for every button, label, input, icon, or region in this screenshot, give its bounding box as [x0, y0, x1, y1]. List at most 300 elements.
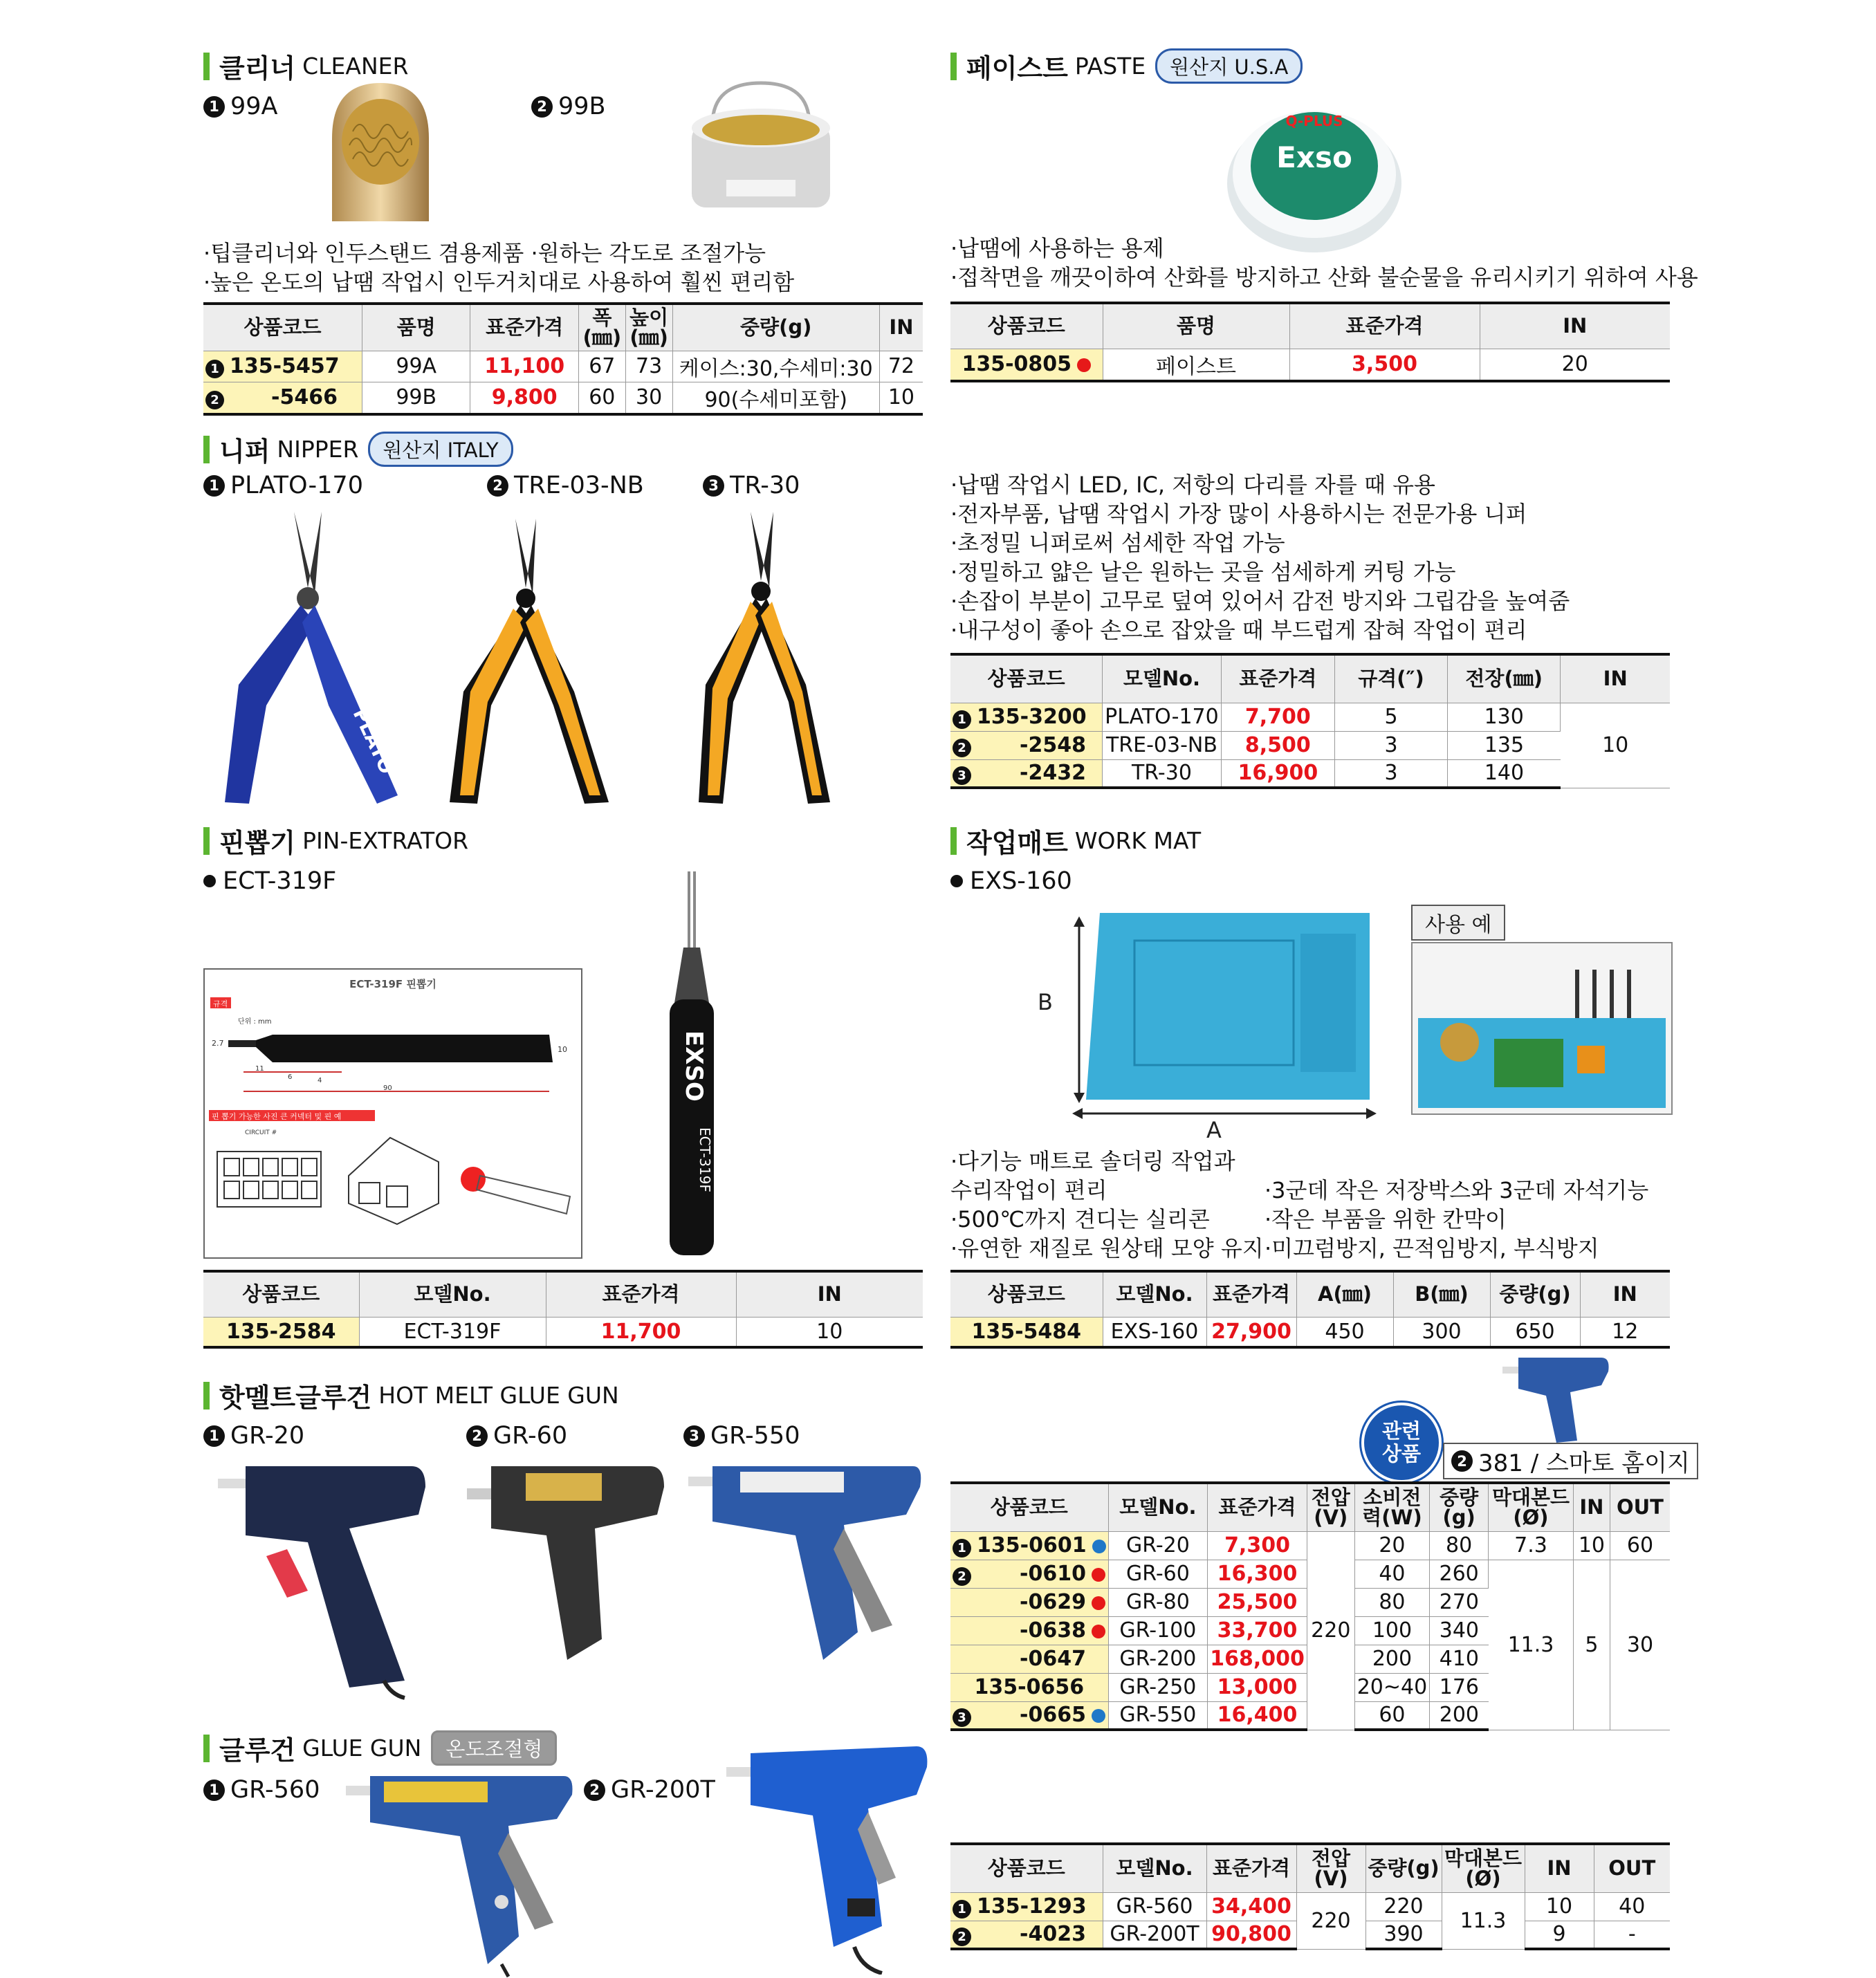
- pin-handle-brand: EXSO: [680, 1030, 708, 1102]
- table-row: [950, 1317, 1670, 1347]
- mat-bullet-6: ·작은 부품을 위한 칸막이: [1265, 1206, 1507, 1232]
- red-dot-icon: [1077, 358, 1091, 372]
- mat-table: [950, 1270, 1670, 1349]
- product-model: TRE-03-NB: [1103, 731, 1222, 759]
- glue-table: [950, 1842, 1670, 1950]
- origin-badge: 원산지 U.S.A: [1155, 48, 1303, 84]
- drawing-dim-4: 6: [288, 1073, 293, 1081]
- nipper-item-3-name: TR-30: [730, 472, 800, 499]
- temperature-control-tag: 온도조절형: [431, 1730, 557, 1766]
- bullet-dot-icon: [950, 875, 963, 887]
- product-price: 16,400: [1208, 1701, 1307, 1730]
- section-accent-bar: [203, 53, 210, 80]
- product-weight: 390: [1365, 1921, 1442, 1949]
- product-length: 140: [1448, 759, 1561, 788]
- product-weight: 340: [1430, 1616, 1489, 1645]
- product-code-cell: [950, 1701, 1108, 1730]
- glue-title-ko: 글루건: [219, 1735, 296, 1766]
- product-weight: 200: [1430, 1701, 1489, 1730]
- drawing-title: ECT-319F 핀뽑기: [349, 978, 436, 990]
- mat-dim-b: B: [1038, 989, 1053, 1015]
- product-price: 11,700: [546, 1317, 736, 1347]
- pin-extractor-image: [657, 865, 726, 1259]
- th-spec: 규격(″): [1335, 654, 1448, 703]
- glue-gun-gr200t-image: [723, 1739, 930, 1975]
- cleaner-99a-image: [325, 76, 436, 228]
- mat-bullet-3: ·500℃까지 견디는 실리콘: [950, 1206, 1210, 1232]
- product-model: GR-250: [1108, 1673, 1208, 1701]
- number-1-icon: 1: [203, 475, 225, 497]
- product-bond: 7.3: [1489, 1531, 1574, 1560]
- glue-title-en: GLUE GUN: [302, 1735, 422, 1762]
- product-model: GR-200T: [1103, 1921, 1206, 1949]
- mat-item-label: [950, 867, 1072, 895]
- paste-table: [950, 302, 1670, 382]
- pin-drawing: [203, 968, 582, 1259]
- th-in: IN: [1580, 1271, 1670, 1317]
- nipper-table: [950, 653, 1670, 789]
- mat-section-title: [950, 822, 1201, 860]
- product-model: GR-60: [1108, 1560, 1208, 1588]
- product-code-cell: [950, 1588, 1108, 1616]
- number-1-icon: 1: [953, 1539, 971, 1558]
- product-voltage: 220: [1296, 1892, 1365, 1949]
- product-model: GR-560: [1103, 1892, 1206, 1921]
- product-model: PLATO-170: [1103, 703, 1222, 731]
- nipper-bullet-1: ·납땜 작업시 LED, IC, 저항의 다리를 자를 때 유용: [950, 472, 1435, 498]
- number-2-icon: 2: [531, 96, 553, 118]
- hotmelt-table: [950, 1481, 1670, 1731]
- cleaner-table: [203, 302, 923, 416]
- product-code-cell: [950, 759, 1103, 788]
- product-price: 25,500: [1208, 1588, 1307, 1616]
- red-dot-icon: [1092, 1568, 1105, 1582]
- glue-item-2-name: GR-200T: [611, 1776, 715, 1804]
- product-price: 7,300: [1208, 1531, 1307, 1560]
- cleaner-bullets: [203, 239, 794, 297]
- pin-item-label: [203, 867, 336, 895]
- th-b: B(㎜): [1393, 1271, 1490, 1317]
- glue-item-1-label: [203, 1776, 320, 1804]
- th-model: 모델No.: [1103, 1844, 1206, 1892]
- product-code-cell: [203, 382, 362, 414]
- product-code-cell: [950, 731, 1103, 759]
- product-model: GR-100: [1108, 1616, 1208, 1645]
- hotmelt-item-2-name: GR-60: [493, 1422, 568, 1450]
- product-out: 30: [1610, 1560, 1670, 1730]
- product-code-cell: [950, 1645, 1108, 1673]
- pin-handle-model: ECT-319F: [697, 1127, 713, 1192]
- product-a: 450: [1296, 1317, 1393, 1347]
- number-2-icon: 2: [953, 1928, 971, 1946]
- product-price: 16,300: [1208, 1560, 1307, 1588]
- product-code: 135-1293: [977, 1894, 1087, 1919]
- product-in: 12: [1580, 1317, 1670, 1347]
- product-code-cell: [950, 1673, 1108, 1701]
- product-out: 60: [1610, 1531, 1670, 1560]
- drawing-dim-1: 2.7: [212, 1039, 224, 1048]
- product-code-cell: [950, 1560, 1108, 1588]
- product-width: 60: [578, 382, 625, 414]
- th-code: 상품코드: [950, 654, 1103, 703]
- product-code: 135-2584: [203, 1317, 359, 1347]
- number-1-icon: 1: [205, 360, 224, 378]
- th-in: IN: [1480, 303, 1670, 349]
- th-code: 상품코드: [203, 304, 362, 351]
- product-power: 40: [1354, 1560, 1429, 1588]
- cleaner-bullet-2: ·높은 온도의 납땜 작업시 인두거치대로 사용하여 훨씬 편리함: [203, 269, 795, 295]
- th-code: 상품코드: [950, 1844, 1103, 1892]
- glue-gun-gr560-image: [342, 1771, 578, 1978]
- th-weight: 중량(g): [1365, 1844, 1442, 1892]
- product-in: 10: [1573, 1531, 1610, 1560]
- table-row: [950, 349, 1670, 381]
- product-price: 27,900: [1206, 1317, 1296, 1347]
- nipper-bullet-5: ·손잡이 부분이 고무로 덮여 있어서 감전 방지와 그립감을 높여줌: [950, 588, 1570, 614]
- pin-title-ko: 핀뽑기: [219, 828, 296, 858]
- product-spec: 3: [1335, 731, 1448, 759]
- red-dot-icon: [1092, 1596, 1105, 1610]
- section-accent-bar: [203, 827, 210, 855]
- product-in: 10: [879, 382, 923, 414]
- th-code: 상품코드: [203, 1271, 359, 1317]
- product-price: 11,100: [470, 351, 578, 382]
- mat-bullet-2: 수리작업이 편리: [950, 1177, 1107, 1203]
- nipper-bullet-4: ·정밀하고 얇은 날은 원하는 곳을 섬세하게 커팅 가능: [950, 559, 1456, 585]
- nipper-title-ko: 니퍼: [219, 436, 270, 467]
- product-power: 100: [1354, 1616, 1429, 1645]
- cleaner-item-1-label: [203, 93, 277, 120]
- th-height: 높이(㎜): [625, 304, 672, 351]
- product-model: GR-20: [1108, 1531, 1208, 1560]
- paste-title-ko: 페이스트: [966, 53, 1068, 84]
- hotmelt-item-3-label: [683, 1422, 800, 1450]
- paste-title-en: PASTE: [1074, 53, 1146, 80]
- paste-bullet-2: ·접착면을 깨끗이하여 산화를 방지하고 산화 불순물을 유리시키기 위하여 사용: [950, 264, 1698, 290]
- section-accent-bar: [203, 1735, 210, 1762]
- related-glue-gun-image: [1501, 1354, 1612, 1444]
- th-out: OUT: [1594, 1844, 1670, 1892]
- paste-brand-text: Q-PLUS: [1285, 113, 1343, 129]
- product-length: 135: [1448, 731, 1561, 759]
- nipper-bullet-2: ·전자부품, 납땜 작업시 가장 많이 사용하시는 전문가용 니퍼: [950, 501, 1527, 527]
- product-power: 80: [1354, 1588, 1429, 1616]
- number-2-icon: 2: [487, 475, 508, 497]
- product-code: 135-0656: [974, 1675, 1085, 1699]
- product-model: GR-80: [1108, 1588, 1208, 1616]
- product-width: 67: [578, 351, 625, 382]
- product-code: -0638: [1020, 1618, 1086, 1643]
- product-code: 135-3200: [977, 705, 1087, 729]
- th-model: 모델No.: [1103, 1271, 1206, 1317]
- nipper-item-2-label: [487, 472, 644, 499]
- drawing-dim-6: 90: [383, 1084, 392, 1092]
- product-bond: 11.3: [1442, 1892, 1525, 1949]
- mat-bullet-4: ·유연한 재질로 원상태 모양 유지: [950, 1235, 1264, 1261]
- product-bond: 11.3: [1489, 1560, 1574, 1730]
- product-code: -2548: [1020, 733, 1086, 757]
- th-price: 표준가격: [1221, 654, 1334, 703]
- product-code-cell: [950, 1531, 1108, 1560]
- table-row: [203, 351, 923, 382]
- table-row: [950, 1531, 1670, 1560]
- mat-bullets-right: [1265, 1176, 1648, 1263]
- table-row: [950, 1892, 1670, 1921]
- cleaner-bullet-1: ·팁클리너와 인두스탠드 겸용제품 ·원하는 각도로 조절가능: [203, 240, 766, 266]
- number-2-icon: 2: [953, 739, 971, 757]
- product-code-cell: [950, 1616, 1108, 1645]
- number-3-icon: 3: [953, 766, 971, 785]
- product-code: -4023: [1020, 1922, 1086, 1947]
- th-weight: 중량(g): [1430, 1483, 1489, 1531]
- th-name: 품명: [362, 304, 470, 351]
- product-price: 13,000: [1208, 1673, 1307, 1701]
- table-row: [203, 1317, 923, 1347]
- hotmelt-title-en: HOT MELT GLUE GUN: [378, 1382, 619, 1409]
- product-length: 130: [1448, 703, 1561, 731]
- hotmelt-item-2-label: [466, 1422, 567, 1450]
- number-1-icon: 1: [953, 1900, 971, 1919]
- th-price: 표준가격: [546, 1271, 736, 1317]
- product-in: 9: [1525, 1921, 1594, 1949]
- drawing-unit-label: 단위 : mm: [238, 1018, 272, 1026]
- th-price: 표준가격: [1206, 1844, 1296, 1892]
- usage-example-image: [1411, 942, 1673, 1115]
- th-in: IN: [736, 1271, 923, 1317]
- cleaner-title-ko: 클리너: [219, 53, 296, 84]
- product-name: 페이스트: [1103, 349, 1289, 381]
- related-product-link[interactable]: [1443, 1443, 1698, 1479]
- origin-badge: 원산지 ITALY: [368, 432, 513, 467]
- nipper-handle-text: PLATO: [348, 705, 399, 778]
- number-2-icon: 2: [584, 1780, 605, 1801]
- nipper-bullets: [950, 470, 1570, 645]
- product-model: GR-550: [1108, 1701, 1208, 1730]
- th-code: 상품코드: [950, 1271, 1103, 1317]
- blue-dot-icon: [1092, 1709, 1105, 1723]
- number-1-icon: 1: [953, 710, 971, 729]
- mat-title-en: WORK MAT: [1074, 827, 1202, 854]
- cleaner-99b-image: [685, 76, 837, 221]
- th-weight: 중량(g): [1490, 1271, 1580, 1317]
- nipper-bullet-3: ·초정밀 니퍼로써 섬세한 작업 가능: [950, 530, 1285, 556]
- th-power: 소비전력(W): [1354, 1483, 1429, 1531]
- paste-bullet-1: ·납땜에 사용하는 용제: [950, 235, 1164, 261]
- th-in: IN: [1573, 1483, 1610, 1531]
- related-products-badge: 관련 상품: [1361, 1403, 1442, 1483]
- product-in: 72: [879, 351, 923, 382]
- product-code: -0665: [1020, 1703, 1086, 1728]
- product-model: ECT-319F: [359, 1317, 546, 1347]
- pin-section-title: [203, 822, 468, 860]
- th-width: 폭(㎜): [578, 304, 625, 351]
- product-weight: 260: [1430, 1560, 1489, 1588]
- th-model: 모델No.: [1103, 654, 1222, 703]
- product-code-cell: [950, 1921, 1103, 1949]
- table-row: [203, 382, 923, 414]
- glue-gun-gr20-image: [211, 1459, 432, 1701]
- mat-title-ko: 작업매트: [966, 828, 1068, 858]
- bullet-dot-icon: [203, 875, 216, 887]
- mat-bullet-5: ·3군데 작은 저장박스와 3군데 자석기능: [1265, 1177, 1649, 1203]
- th-price: 표준가격: [1206, 1271, 1296, 1317]
- product-code: -0629: [1020, 1590, 1086, 1614]
- th-price: 표준가격: [470, 304, 578, 351]
- paste-bullets: [950, 234, 1698, 292]
- product-out: 40: [1594, 1892, 1670, 1921]
- product-power: 200: [1354, 1645, 1429, 1673]
- product-height: 73: [625, 351, 672, 382]
- product-weight: 176: [1430, 1673, 1489, 1701]
- th-name: 품명: [1103, 303, 1289, 349]
- drawing-spec-label: 규격: [213, 999, 228, 1008]
- th-voltage: 전압(V): [1296, 1844, 1365, 1892]
- nipper-item-2-name: TRE-03-NB: [514, 472, 644, 499]
- table-row: [950, 703, 1670, 731]
- number-2-icon: 2: [1451, 1450, 1473, 1472]
- section-accent-bar: [950, 53, 957, 80]
- blue-dot-icon: [1092, 1540, 1106, 1553]
- number-2-icon: 2: [953, 1567, 971, 1586]
- section-accent-bar: [203, 1382, 210, 1409]
- th-model: 모델No.: [1108, 1483, 1208, 1531]
- product-weight: 220: [1365, 1892, 1442, 1921]
- pin-title-en: PIN-EXTRATOR: [302, 827, 469, 854]
- th-a: A(㎜): [1296, 1271, 1393, 1317]
- hotmelt-item-1-label: [203, 1422, 304, 1450]
- product-price: 3,500: [1289, 349, 1480, 381]
- th-code: 상품코드: [950, 1483, 1108, 1531]
- work-mat-image: [1031, 892, 1383, 1141]
- product-code-cell: [203, 351, 362, 382]
- nipper-plato-image: [211, 505, 405, 809]
- product-in: 10: [1561, 703, 1670, 788]
- nipper-tr30-image: [685, 505, 837, 809]
- product-code: 135-5457: [230, 354, 340, 378]
- pin-item-name: ECT-319F: [223, 867, 337, 895]
- product-weight: 80: [1430, 1531, 1489, 1560]
- drawing-dim-3: 11: [255, 1065, 264, 1073]
- product-spec: 3: [1335, 759, 1448, 788]
- product-code: 135-5484: [950, 1317, 1103, 1347]
- nipper-title-en: NIPPER: [277, 436, 359, 463]
- number-1-icon: 1: [203, 1780, 225, 1801]
- product-name: 99B: [362, 382, 470, 414]
- hotmelt-section-title: [203, 1376, 619, 1414]
- product-price: 168,000: [1208, 1645, 1307, 1673]
- number-1-icon: 1: [203, 1425, 225, 1447]
- mat-bullet-1: ·다기능 매트로 솔더링 작업과: [950, 1148, 1235, 1174]
- product-code: -5466: [271, 385, 338, 409]
- th-bond: 막대본드(Ø): [1442, 1844, 1525, 1892]
- th-price: 표준가격: [1289, 303, 1480, 349]
- nipper-bullet-6: ·내구성이 좋아 손으로 잡았을 때 부드럽게 잡혀 작업이 편리: [950, 617, 1527, 643]
- product-in: 5: [1573, 1560, 1610, 1730]
- number-3-icon: 3: [703, 475, 724, 497]
- nipper-tre03nb-image: [436, 505, 616, 809]
- nipper-item-3-label: [703, 472, 800, 499]
- product-model: EXS-160: [1103, 1317, 1206, 1347]
- cleaner-item-1-name: 99A: [230, 93, 278, 120]
- th-weight: 중량(g): [672, 304, 879, 351]
- product-power: 20~40: [1354, 1673, 1429, 1701]
- cleaner-item-2-label: [531, 93, 606, 120]
- number-3-icon: 3: [953, 1708, 971, 1727]
- cleaner-title-en: CLEANER: [302, 53, 409, 80]
- drawing-caption: 핀 뽑기 가능한 사진 큰 커넥터 및 핀 예: [212, 1112, 342, 1121]
- product-price: 34,400: [1206, 1892, 1296, 1921]
- product-code: -2432: [1020, 761, 1086, 786]
- product-price: 90,800: [1206, 1921, 1296, 1949]
- product-code: -0647: [1020, 1647, 1086, 1671]
- paste-logo-text: Exso: [1276, 140, 1352, 174]
- product-out: -: [1594, 1921, 1670, 1949]
- nipper-item-1-label: [203, 472, 363, 499]
- paste-image: [1224, 97, 1404, 256]
- product-weight: 90(수세미포함): [672, 382, 879, 414]
- th-length: 전장(㎜): [1448, 654, 1561, 703]
- product-in: 10: [1525, 1892, 1594, 1921]
- product-code: 135-0601: [977, 1533, 1087, 1558]
- product-weight: 650: [1490, 1317, 1580, 1347]
- product-code-cell: [950, 349, 1103, 381]
- th-code: 상품코드: [950, 303, 1103, 349]
- pin-table: [203, 1270, 923, 1349]
- mat-dim-a: A: [1206, 1117, 1222, 1141]
- product-code-cell: [950, 1892, 1103, 1921]
- product-price: 16,900: [1221, 759, 1334, 788]
- product-weight: 270: [1430, 1588, 1489, 1616]
- product-power: 20: [1354, 1531, 1429, 1560]
- drawing-dim-7: 10: [558, 1045, 567, 1054]
- related-product-text: 381 / 스마토 홈이지: [1478, 1450, 1690, 1477]
- number-2-icon: 2: [205, 391, 224, 409]
- product-in: 10: [736, 1317, 923, 1347]
- product-name: 99A: [362, 351, 470, 382]
- product-b: 300: [1393, 1317, 1490, 1347]
- th-voltage: 전압(V): [1307, 1483, 1354, 1531]
- hotmelt-title-ko: 핫멜트글루건: [219, 1383, 372, 1413]
- th-out: OUT: [1610, 1483, 1670, 1531]
- product-price: 8,500: [1221, 731, 1334, 759]
- product-in: 20: [1480, 349, 1670, 381]
- nipper-item-1-name: PLATO-170: [230, 472, 363, 499]
- section-accent-bar: [203, 436, 210, 463]
- nipper-section-title: [203, 430, 513, 468]
- mat-bullet-7: ·미끄럼방지, 끈적임방지, 부식방지: [1265, 1235, 1599, 1261]
- usage-example-label: 사용 예: [1411, 905, 1505, 941]
- product-code: 135-0805: [962, 352, 1072, 376]
- th-in: IN: [1561, 654, 1670, 703]
- red-dot-icon: [1092, 1625, 1105, 1638]
- th-in: IN: [879, 304, 923, 351]
- product-height: 30: [625, 382, 672, 414]
- mat-bullets-left: [950, 1147, 1264, 1263]
- th-price: 표준가격: [1208, 1483, 1307, 1531]
- product-model: GR-200: [1108, 1645, 1208, 1673]
- glue-gun-gr60-image: [463, 1459, 671, 1667]
- product-power: 60: [1354, 1701, 1429, 1730]
- th-in: IN: [1525, 1844, 1594, 1892]
- number-2-icon: 2: [466, 1425, 488, 1447]
- glue-gun-gr550-image: [685, 1459, 927, 1667]
- product-price: 33,700: [1208, 1616, 1307, 1645]
- glue-item-2-label: [584, 1776, 715, 1804]
- cleaner-item-2-name: 99B: [558, 93, 606, 120]
- th-bond: 막대본드(Ø): [1489, 1483, 1574, 1531]
- product-price: 7,700: [1221, 703, 1334, 731]
- mat-item-name: EXS-160: [970, 867, 1072, 895]
